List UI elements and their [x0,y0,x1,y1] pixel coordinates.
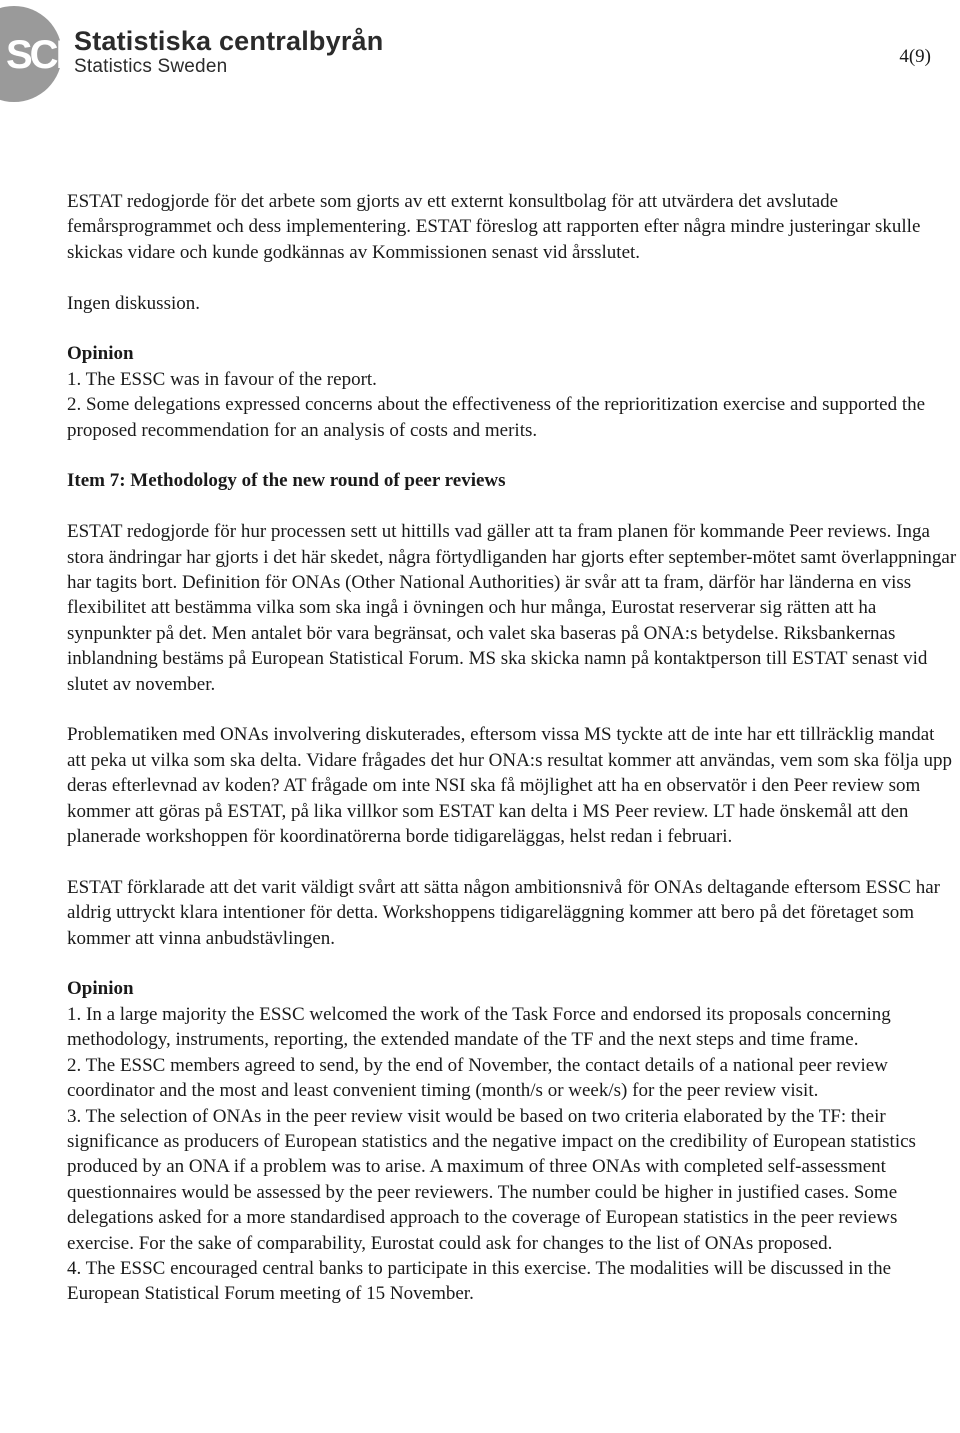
opinion-item: 4. The ESSC encouraged central banks to participate in this exercise. The modalities will be discussed in the European Statistical Forum meeting of 15 November. [67,1257,892,1305]
org-name: Statistiska centralbyrån [74,26,384,56]
svg-text:SCB: SCB [6,33,82,77]
document-body [67,189,957,1307]
paragraph: ESTAT förklarade att det varit väldigt svårt att sätta någon ambitionsnivå för ONAs deltagande eftersom ESSC har aldrig uttryckt klara intentioner för detta. Workshoppens tidigareläggning kommer att bero på det företaget som kommer att vinna anbudstävlingen. [67,876,940,949]
section-heading: Item 7: Methodology of the new round of peer reviews [67,470,506,492]
opinion-item: 3. The selection of ONAs in the peer review visit would be based on two criteria elaborated by the TF: their significance as producers of European statistics and the negative impact on the credibility of European statistics produced by an ONA if a problem was to arise. A maximum of three ONAs with completed self-assessment questionnaires would be assessed by the peer reviewers. The number could be higher in justified cases. Some delegations asked for a more standardised approach to the coverage of European statistics in the peer reviews exercise. For the sake of comparability, Eurostat could ask for changes to the list of ONAs proposed. [67,1105,916,1254]
paragraph: ESTAT redogjorde för det arbete som gjorts av ett externt konsultbolag för att utvärdera det avslutade femårsprogrammet och dess implementering. ESTAT föreslog att rapporten efter några mindre justeringar skulle skickas vidare och kunde godkännas av Kommissionen senast vid årsslutet. [67,191,921,263]
opinion-item: 1. In a large majority the ESSC welcomed the work of the Task Force and endorsed its proposals concerning methodology, instruments, reporting, the extended mandate of the TF and the next steps and time frame. [67,1003,891,1051]
paragraph: ESTAT redogjorde för hur processen sett ut hittills vad gäller att ta fram planen för kommande Peer reviews. Inga stora ändringar har gjorts i det här skedet, några förtydliganden har gjorts efter september-mötet samt överlappningar har tagits bort. Definition för ONAs (Other National Authorities) är svår att ta fram, därför har länderna en viss flexibilitet att bestämma vilka som ska ingå i övningen och hur många, Eurostat reserverar sig rätten att ha synpunkter på det. Men antalet bör vara begränsat, och valet ska baseras på ONA:s betydelse. Riksbankernas inblandning bestäms på European Statistical Forum. MS ska skicka namn på kontaktperson till ESTAT senast vid slutet av november. [67,521,957,695]
scb-logo-icon [0,4,82,104]
opinion-item: 2. Some delegations expressed concerns about the effectiveness of the reprioritization exercise and supported the proposed recommendation for an analysis of costs and merits. [67,394,926,441]
page-header [0,0,960,110]
opinion-item: 1. The ESSC was in favour of the report. [67,368,377,390]
paragraph: Problematiken med ONAs involvering diskuterades, eftersom vissa MS tyckte att de inte har ett tillräcklig mandat att peka ut vilka som ska delta. Vidare frågades det hur ONA:s resultat kommer att användas, vem som ska följa upp deras efterlevnad av koden? AT frågade om inte NSI ska få möjlighet att ha en observatör i den Peer review som kommer att göras på ESTAT, på lika villkor som ESTAT kan delta i MS Peer review. LT hade önskemål att den planerade workshoppen för koordinatörerna borde tidigareläggas, helst redan i februari. [67,724,952,848]
org-logo-text [74,26,383,78]
opinion-heading: Opinion [67,978,134,1000]
opinion-heading: Opinion [67,343,134,365]
page-number: 4(9) [899,46,931,67]
paragraph: Ingen diskussion. [67,292,200,314]
opinion-item: 2. The ESSC members agreed to send, by the end of November, the contact details of a national peer review coordinator and the most and least convenient timing (month/s or week/s) for the peer review visit. [67,1054,888,1102]
org-name-english: Statistics Sweden [74,56,228,77]
